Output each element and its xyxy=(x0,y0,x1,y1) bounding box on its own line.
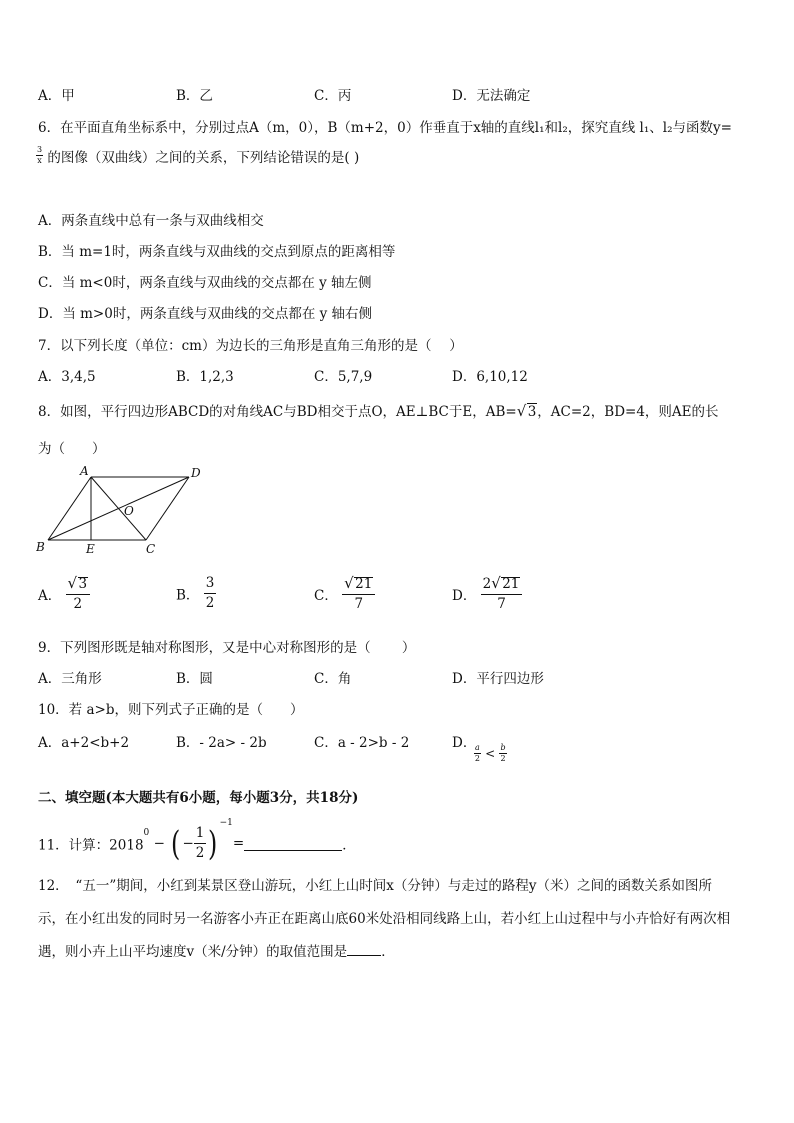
q12-answer-blank[interactable] xyxy=(347,941,381,956)
section2-heading: 二、填空题(本大题共有6小题，每小题3分，共18分) xyxy=(38,790,359,806)
q7-option-a: A．3,4,5 xyxy=(38,369,96,385)
q10-option-a: A．a+2<b+2 xyxy=(38,735,130,751)
q7-option-b: B．1,2,3 xyxy=(176,369,234,385)
q7-stem: 7．以下列长度（单位：cm）为边长的三角形是直角三角形的是（ ） xyxy=(38,338,463,354)
q8-stem-line2: 为（ ） xyxy=(38,441,106,457)
q9-option-b: B．圆 xyxy=(176,671,213,687)
q8-stem-line1: 8．如图，平行四边形ABCD的对角线AC与BD相交于点O，AE⊥BC于E，AB= √ 3，AC=2，BD=4，则AE的长 xyxy=(38,402,719,420)
q11-answer-blank[interactable] xyxy=(244,836,342,851)
q10-option-c: C．a - 2>b - 2 xyxy=(314,735,410,751)
q10-option-d-expression: $\frac{a}{2}$ < $\frac{b}{2}$ xyxy=(474,743,506,763)
q9-option-c: C．角 xyxy=(314,671,352,687)
label-o: O xyxy=(124,504,134,518)
q12-line2: 示，在小红出发的同时另一名游客小卉正在距离山底60米处沿相同线路上山，若小红上山过程中与小卉恰好有两次相 xyxy=(38,911,731,927)
q8-sqrt3: √ 3 xyxy=(516,402,537,420)
q10-option-d: D． xyxy=(452,735,477,751)
q8-option-d: D． 2 √ 21 7 xyxy=(452,577,522,611)
q10-stem: 10．若 a>b，则下列式子正确的是（ ） xyxy=(38,702,304,718)
q6-fraction: $\frac{3}{x}$ xyxy=(37,145,43,165)
q5-option-c: C．丙 xyxy=(314,88,352,104)
q6-option-d: D．当 m>0时，两条直线与双曲线的交点都在 y 轴右侧 xyxy=(38,306,373,322)
q11-line: 11．计算：$2018^0$ − ( − $\frac{1}{2}$ )$^{-1}$= ． xyxy=(38,818,356,864)
q8-option-b: B． $\frac{3}{2}$ xyxy=(176,575,215,611)
q7-option-c: C．5,7,9 xyxy=(314,369,373,385)
label-d: D xyxy=(191,466,201,480)
label-e: E xyxy=(86,542,95,556)
q6-stem-line1: 6．在平面直角坐标系中，分别过点A（m，0），B（m+2，0）作垂直于x轴的直线l₁和l₂，探究直线 l₁、l₂与函数y= xyxy=(38,120,732,136)
q6-stem-line2: $\frac{3}{x}$ 的图像（双曲线）之间的关系，下列结论错误的是( ) xyxy=(37,145,360,166)
q12-line3: 遇，则小卉上山平均速度v（米/分钟）的取值范围是 ． xyxy=(38,940,395,960)
label-b: B xyxy=(36,540,45,554)
parallelogram-figure xyxy=(36,462,206,558)
q8-option-c: C． √ 21 7 xyxy=(314,577,375,611)
q6-option-c: C．当 m<0时，两条直线与双曲线的交点都在 y 轴左侧 xyxy=(38,275,372,291)
label-c: C xyxy=(146,542,156,556)
q8-option-a: A． √ 3 2 xyxy=(38,577,90,611)
q9-option-d: D．平行四边形 xyxy=(452,671,544,687)
q7-option-d: D．6,10,12 xyxy=(452,369,528,385)
q5-option-d: D．无法确定 xyxy=(452,88,531,104)
q9-stem: 9．下列图形既是轴对称图形，又是中心对称图形的是（ ） xyxy=(38,640,416,656)
q10-option-b: B．- 2a> - 2b xyxy=(176,735,267,751)
q12-line1: 12． “五一”期间，小红到某景区登山游玩，小红上山时间x（分钟）与走过的路程y（米）之间的函数关系如图所 xyxy=(38,878,712,894)
q5-option-b: B．乙 xyxy=(176,88,213,104)
q6-option-b: B．当 m=1时，两条直线与双曲线的交点到原点的距离相等 xyxy=(38,244,396,260)
q5-option-a: A．甲 xyxy=(38,88,75,104)
q9-option-a: A．三角形 xyxy=(38,671,102,687)
q6-option-a: A．两条直线中总有一条与双曲线相交 xyxy=(38,213,264,229)
label-a: A xyxy=(80,464,89,478)
